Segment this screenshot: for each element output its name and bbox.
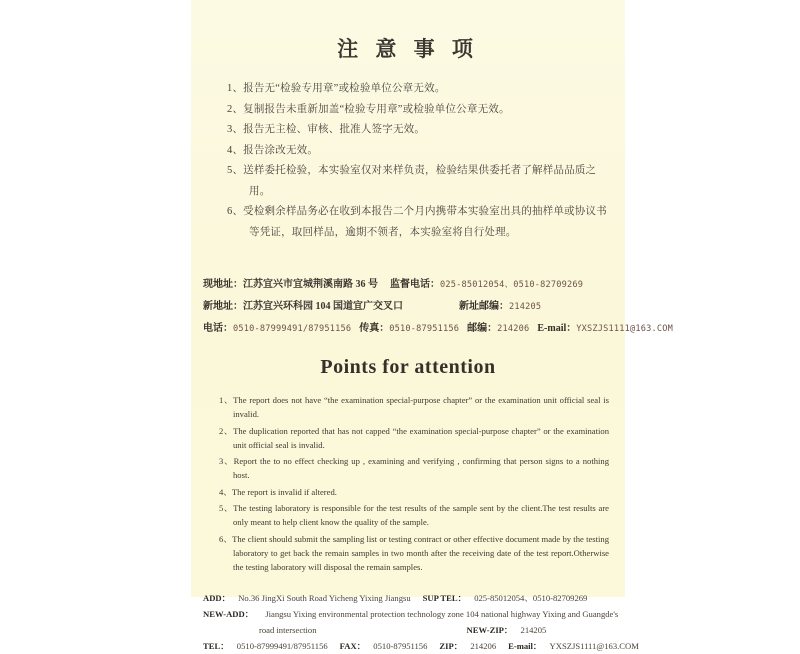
english-title: Points for attention — [320, 356, 496, 378]
field-label: NEW-ADD： — [203, 608, 254, 619]
english-notice-item: 5、The testing laboratory is responsible for the test results of the sample sent by the client.The test results are only meant to help client know the quality of the sample. — [219, 503, 609, 527]
chinese-notice-item: 5、送样委托检验，本实验室仅对来样负责，检验结果供委托者了解样品品质之用。 — [227, 165, 597, 197]
chinese-notice-item: 4、报告涂改无效。 — [227, 144, 319, 156]
field-value: 江苏宜兴环科园 104 国道宜广交叉口 — [243, 301, 403, 312]
field-label: 现地址： — [203, 279, 243, 290]
field-label: E-mail： — [537, 323, 577, 334]
field-label: 新址邮编： — [459, 301, 509, 312]
contact-row-new-address — [203, 296, 613, 318]
footer-row-new-address-cont — [203, 622, 613, 638]
field-label: 电话： — [203, 323, 233, 334]
english-notice-item: 2、The duplication reported that has not capped “the examination special-purpose chapter” or the examination unit official seal is invalid. — [219, 425, 609, 450]
field-value: Jiangsu Yixing environmental protection technology zone 104 national highway Yixing and Guangde's — [265, 608, 619, 619]
tel-value-en: 0510-87999491/87951156 — [236, 640, 328, 651]
chinese-notice-item: 1、报告无“检验专用章”或检验单位公章无效。 — [227, 83, 446, 94]
field-label: FAX： — [339, 640, 366, 651]
field-value: road intersection — [259, 624, 317, 635]
field-label: NEW-ZIP： — [466, 624, 513, 635]
zip-value: 214206 — [497, 324, 530, 334]
chinese-contact-block — [203, 274, 673, 340]
zip-value-en: 214206 — [470, 640, 497, 651]
chinese-notice-item: 2、复制报告未重新加盖“检验专用章”或检验单位公章无效。 — [227, 103, 510, 115]
english-notice-list — [203, 393, 613, 574]
field-label: SUP TEL： — [422, 592, 467, 603]
english-notice-item: 4、The report is invalid if altered. — [219, 486, 337, 497]
english-notice-item: 1、The report does not have “the examination special-purpose chapter” or the examination unit official seal is invalid. — [219, 395, 609, 419]
field-label: TEL： — [203, 640, 229, 651]
footer-row-new-address — [203, 606, 619, 622]
supervision-phone-value: 025-85012054、0510-82709269 — [440, 280, 584, 290]
fax-value: 0510-87951156 — [389, 324, 460, 334]
field-value: No.36 JingXi South Road Yicheng Yixing Jiangsu — [238, 592, 411, 603]
footer-row-phone — [203, 638, 639, 654]
fax-value-en: 0510-87951156 — [373, 640, 428, 651]
english-notice-item: 6、The client should submit the sampling list or testing contract or other effective document made by the testing laboratory to get back the remain samples in two month after the receiving date of the test report.Otherwise the testing laboratory will disposal the remain samples. — [219, 533, 609, 572]
notice-page — [191, 0, 673, 651]
email-value: YXSZJS1111@163.COM — [576, 324, 673, 334]
contact-row-current-address — [203, 274, 613, 296]
english-contact-block — [203, 590, 639, 654]
contact-row-phone — [203, 318, 673, 340]
field-label: ZIP： — [439, 640, 463, 651]
chinese-notice-list — [203, 79, 613, 243]
chinese-notice-item: 6、受检剩余样品务必在收到本报告二个月内携带本实验室出具的抽样单或协议书等凭证，取回样品，逾期不领者，本实验室将自行处理。 — [227, 206, 607, 238]
field-label: 新地址： — [203, 301, 243, 312]
email-value-en: YXSZJS1111@163.COM — [549, 640, 639, 651]
chinese-title: 注 意 事 项 — [337, 37, 479, 61]
english-notice-item: 3、Report the to no effect checking up , examining and verifying , confirming that person signs to a nothing host. — [219, 456, 609, 480]
field-label: E-mail： — [508, 640, 542, 651]
phone-value: 0510-87999491/87951156 — [233, 324, 352, 334]
field-label: ADD： — [203, 592, 231, 603]
new-zip-value: 214205 — [509, 302, 542, 312]
field-value: 江苏宜兴市宜城荆溪南路 36 号 — [243, 279, 378, 290]
sup-tel-value: 025-85012054、0510-82709269 — [474, 592, 588, 603]
field-label: 监督电话： — [390, 279, 440, 290]
new-zip-value-en: 214205 — [520, 624, 547, 635]
chinese-notice-item: 3、报告无主检、审核、批准人签字无效。 — [227, 124, 426, 135]
field-label: 邮编： — [467, 323, 498, 334]
footer-row-address — [203, 590, 613, 606]
field-label: 传真： — [359, 323, 390, 334]
